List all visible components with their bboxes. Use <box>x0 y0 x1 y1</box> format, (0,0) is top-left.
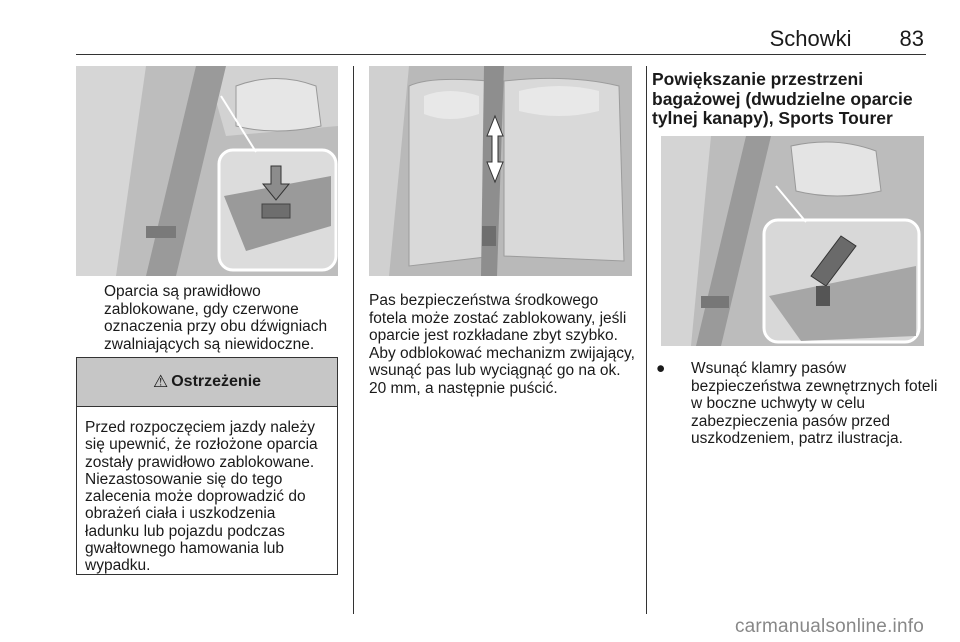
bullet-text: Wsunąć klamry pasów bezpieczeństwa zewnętrznych foteli w boczne uchwyty w celu zabezpieczenia pasów przed uszkodzeniem, patrz ilustracja. <box>691 360 938 447</box>
bullet-dot: ● <box>656 360 666 377</box>
warning-box <box>76 357 338 575</box>
page-title: Schowki <box>769 26 852 51</box>
page-number: 83 <box>899 26 924 51</box>
column-divider <box>646 66 647 614</box>
warning-title: Ostrzeżenie <box>171 373 262 390</box>
page-header <box>770 26 924 52</box>
seatback-lock-illustration <box>76 66 338 276</box>
seatback-locked-text: Oparcia są prawidłowo zablokowane, gdy czerwone oznaczenia przy obu dźwigniach zwalniających są niewidoczne. <box>104 283 328 353</box>
center-seat-belt-illustration <box>369 66 632 276</box>
center-belt-text: Pas bezpieczeństwa środkowego fotela może zostać zablokowany, jeśli oparcie jest rozkładane zbyt szybko. Aby odblokować mechanizm zwijający, wsunąć pas lub wyciągnąć go na ok. 20 mm, a następnie puścić. <box>369 292 635 397</box>
warning-header <box>77 358 337 407</box>
buckle-holder-illustration <box>661 136 924 346</box>
bullet-item <box>652 360 942 448</box>
warning-triangle-icon: ⚠ <box>152 372 169 391</box>
header-rule <box>76 54 926 55</box>
column-divider <box>353 66 354 614</box>
warning-text: Przed rozpoczęciem jazdy należy się upewnić, że rozłożone oparcia zostały prawidłowo zablokowane. Niezastosowanie się do tego zalecenia może doprowadzić do obrażeń ciała i uszkodzenia ładunku lub pojazdu podczas gwałtownego hamowania lub wypadku. <box>85 419 318 575</box>
watermark: carmanualsonline.info <box>734 616 924 637</box>
section-heading: Powiększanie przestrzeni bagażowej (dwudzielne oparcie tylnej kanapy), Sports Tourer <box>652 69 913 128</box>
